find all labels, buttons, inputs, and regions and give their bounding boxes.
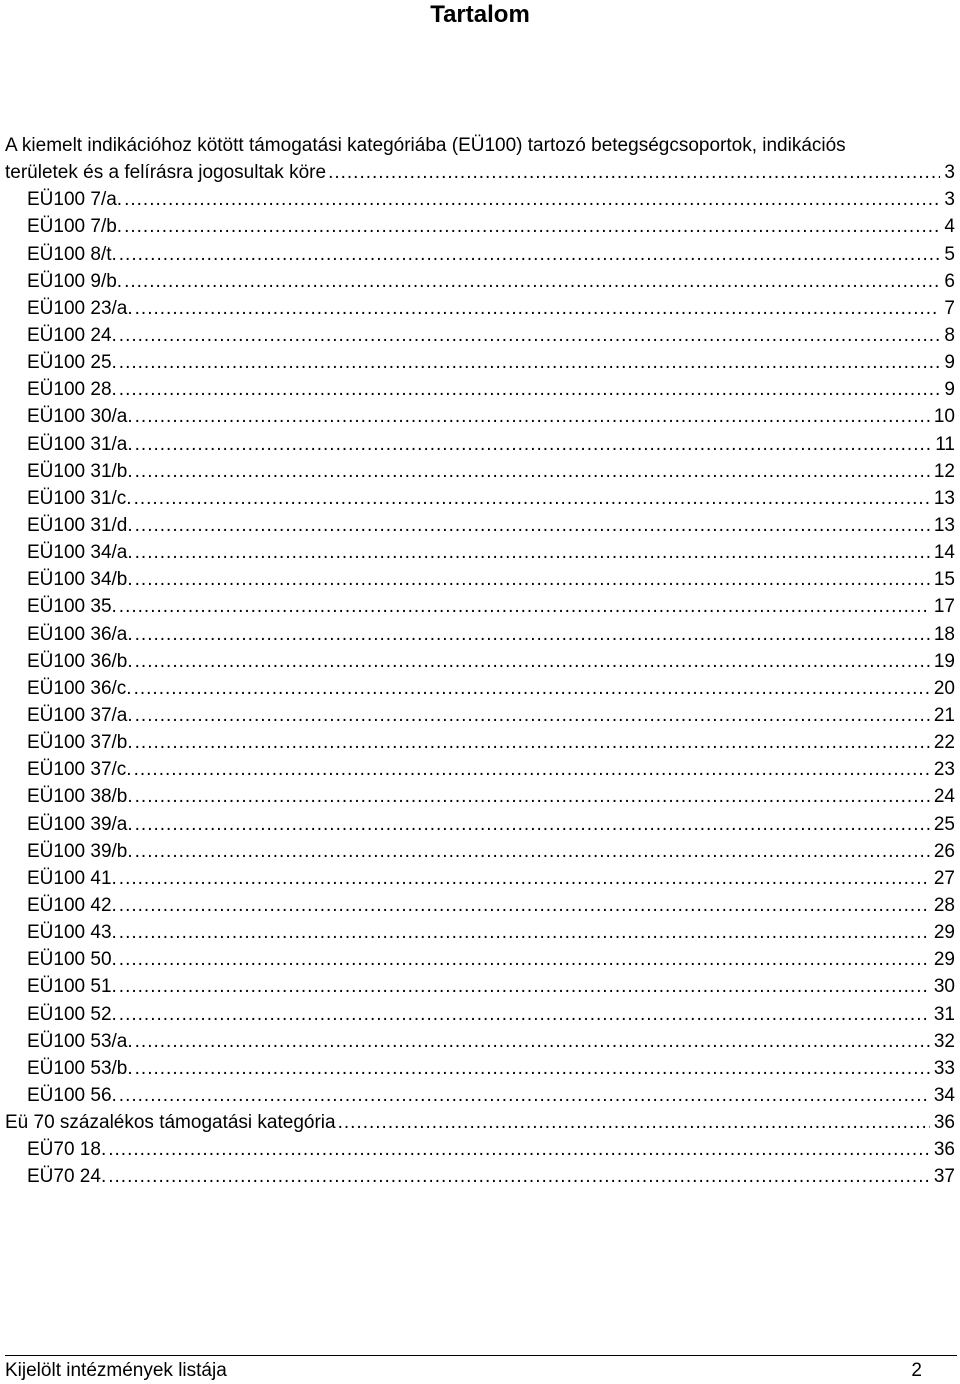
toc-entry[interactable] [5, 1163, 955, 1190]
toc-leader-dots [135, 838, 930, 865]
toc-leader-dots [135, 702, 930, 729]
toc-entry[interactable] [5, 702, 955, 729]
toc-leader-dots [135, 1055, 930, 1082]
toc-entry-label: EÜ100 31/c. [27, 487, 132, 509]
toc-entry-label: EÜ100 39/a. [27, 813, 133, 835]
toc-entry-label: EÜ100 36/b. [27, 650, 133, 672]
toc-entry[interactable] [5, 648, 955, 675]
toc-entry-label: EÜ100 36/c. [27, 677, 132, 699]
toc-entry-label: EÜ100 53/a. [27, 1030, 133, 1052]
toc-entry[interactable] [5, 1028, 955, 1055]
toc-entry-label: EÜ100 50. [27, 949, 117, 971]
toc-entry-label: EÜ100 35. [27, 596, 117, 618]
toc-entry[interactable] [5, 1055, 955, 1082]
toc-entry-label: EÜ100 38/b. [27, 786, 133, 808]
toc-entry[interactable] [5, 1082, 955, 1109]
toc-leader-dots [124, 213, 940, 240]
toc-entry-page-number: 6 [944, 270, 955, 292]
toc-entry-page-number: 5 [944, 243, 955, 265]
toc-leader-dots [135, 512, 930, 539]
toc-entry-page-number: 34 [933, 1084, 955, 1106]
toc-entry-label: EÜ100 23/a. [27, 297, 133, 319]
toc-leader-dots [135, 648, 930, 675]
toc-entry-page-number: 3 [944, 162, 955, 184]
toc-entry-label: EÜ100 34/a. [27, 542, 133, 564]
toc-entry[interactable] [5, 865, 955, 892]
toc-entry-label: EÜ100 42. [27, 894, 117, 916]
toc-entry-label: A kiemelt indikációhoz kötött támogatási kategóriába (EÜ100) tartozó betegségcsoportok, indikációs [5, 135, 846, 156]
toc-entry[interactable] [5, 675, 955, 702]
toc-leader-dots [134, 756, 930, 783]
toc-entry-page-number: 33 [933, 1057, 955, 1079]
toc-entry-label: EÜ100 52. [27, 1003, 117, 1025]
toc-entry[interactable] [5, 159, 955, 186]
toc-entry-page-number: 11 [935, 433, 955, 455]
toc-entry[interactable] [5, 838, 955, 865]
toc-leader-dots [119, 1082, 930, 1109]
toc-entry-label: EÜ100 41. [27, 867, 117, 889]
toc-entry-label: EÜ100 39/b. [27, 840, 133, 862]
toc-entry-page-number: 7 [944, 297, 955, 319]
toc-entry[interactable] [5, 458, 955, 485]
toc-entry[interactable] [5, 295, 955, 322]
toc-entry-page-number: 17 [933, 596, 955, 618]
toc-entry-page-number: 27 [933, 867, 955, 889]
toc-entry-page-number: 32 [933, 1030, 955, 1052]
toc-leader-dots [328, 159, 940, 186]
toc-leader-dots [124, 186, 940, 213]
toc-leader-dots [135, 783, 930, 810]
toc-leader-dots [119, 322, 941, 349]
toc-leader-dots [124, 268, 940, 295]
toc-entry-page-number: 13 [933, 487, 955, 509]
toc-entry[interactable] [5, 783, 955, 810]
toc-leader-dots [135, 1028, 930, 1055]
toc-entry[interactable] [5, 213, 955, 240]
toc-leader-dots [135, 621, 930, 648]
toc-entry-label: EÜ100 36/a. [27, 623, 133, 645]
toc-entry-page-number: 24 [933, 786, 955, 808]
toc-leader-dots [119, 241, 941, 268]
toc-leader-dots [108, 1163, 930, 1190]
toc-entry[interactable] [5, 512, 955, 539]
toc-entry-page-number: 21 [933, 704, 955, 726]
toc-entry[interactable] [5, 403, 955, 430]
toc-entry-page-number: 13 [933, 514, 955, 536]
toc-leader-dots [135, 295, 941, 322]
toc-entry-page-number: 37 [933, 1166, 955, 1188]
toc-leader-dots [119, 892, 930, 919]
table-of-contents [5, 132, 955, 1190]
toc-entry-label: EÜ100 37/a. [27, 704, 133, 726]
toc-entry[interactable] [5, 756, 955, 783]
toc-leader-dots [135, 539, 930, 566]
toc-entry-label: Eü 70 százalékos támogatási kategória [5, 1112, 336, 1134]
toc-entry-label: EÜ100 34/b. [27, 569, 133, 591]
toc-entry[interactable] [5, 376, 955, 403]
toc-entry[interactable] [5, 973, 955, 1000]
toc-entry-page-number: 29 [933, 922, 955, 944]
toc-entry[interactable] [5, 1109, 955, 1136]
toc-entry-page-number: 36 [933, 1139, 955, 1161]
toc-leader-dots [134, 485, 930, 512]
toc-leader-dots [119, 349, 941, 376]
toc-entry[interactable] [5, 566, 955, 593]
toc-entry[interactable] [5, 539, 955, 566]
toc-entry-page-number: 19 [933, 650, 955, 672]
toc-entry-page-number: 4 [944, 216, 955, 238]
toc-entry-label: EÜ70 18. [27, 1139, 107, 1161]
toc-entry-label: EÜ100 37/c. [27, 759, 132, 781]
toc-entry-page-number: 18 [933, 623, 955, 645]
toc-entry-label: EÜ100 9/b. [27, 270, 123, 292]
toc-entry-page-number: 20 [933, 677, 955, 699]
toc-entry-label: EÜ100 31/a. [27, 433, 133, 455]
toc-entry-page-number: 14 [933, 542, 955, 564]
toc-entry-page-number: 10 [933, 406, 955, 428]
toc-entry[interactable] [5, 132, 955, 159]
toc-entry-page-number: 26 [933, 840, 955, 862]
toc-entry-label: EÜ100 25. [27, 352, 117, 374]
toc-entry[interactable] [5, 593, 955, 620]
toc-leader-dots [119, 376, 941, 403]
toc-entry-label: területek és a felírásra jogosultak köre [5, 162, 327, 184]
footer-divider [5, 1355, 957, 1356]
toc-entry-page-number: 25 [933, 813, 955, 835]
toc-entry-label: EÜ100 51. [27, 976, 117, 998]
toc-entry-page-number: 9 [944, 379, 955, 401]
toc-leader-dots [135, 458, 930, 485]
toc-leader-dots [119, 919, 930, 946]
toc-entry-label: EÜ100 24. [27, 324, 117, 346]
toc-leader-dots [119, 946, 930, 973]
toc-entry-page-number: 8 [944, 324, 955, 346]
toc-leader-dots [108, 1136, 930, 1163]
toc-entry-page-number: 31 [933, 1003, 955, 1025]
toc-entry-label: EÜ100 31/d. [27, 514, 133, 536]
toc-entry-page-number: 22 [933, 732, 955, 754]
toc-entry-page-number: 29 [933, 949, 955, 971]
toc-entry-page-number: 28 [933, 894, 955, 916]
toc-leader-dots [135, 431, 932, 458]
toc-entry[interactable] [5, 322, 955, 349]
toc-entry-page-number: 3 [944, 189, 955, 211]
toc-leader-dots [338, 1109, 930, 1136]
toc-entry-label: EÜ100 8/t. [27, 243, 117, 265]
toc-leader-dots [135, 566, 930, 593]
toc-entry-label: EÜ100 56. [27, 1084, 117, 1106]
toc-leader-dots [135, 811, 930, 838]
toc-entry[interactable] [5, 349, 955, 376]
toc-leader-dots [119, 593, 930, 620]
toc-entry[interactable] [5, 241, 955, 268]
footer-page-number: 2 [911, 1360, 922, 1381]
toc-entry-page-number: 15 [933, 569, 955, 591]
toc-entry[interactable] [5, 431, 955, 458]
toc-leader-dots [119, 973, 930, 1000]
toc-entry[interactable] [5, 919, 955, 946]
toc-entry-label: EÜ100 30/a. [27, 406, 133, 428]
toc-entry[interactable] [5, 892, 955, 919]
toc-entry[interactable] [5, 1136, 955, 1163]
toc-entry[interactable] [5, 1001, 955, 1028]
toc-entry-page-number: 36 [933, 1112, 955, 1134]
toc-entry-label: EÜ100 7/b. [27, 216, 123, 238]
toc-entry-page-number: 30 [933, 976, 955, 998]
toc-entry-label: EÜ100 43. [27, 922, 117, 944]
toc-entry-page-number: 23 [933, 759, 955, 781]
toc-entry-page-number: 9 [944, 352, 955, 374]
toc-entry-label: EÜ100 31/b. [27, 460, 133, 482]
toc-entry[interactable] [5, 268, 955, 295]
toc-entry-label: EÜ100 37/b. [27, 732, 133, 754]
toc-leader-dots [135, 403, 930, 430]
toc-leader-dots [119, 865, 930, 892]
toc-entry-page-number: 12 [933, 460, 955, 482]
toc-entry[interactable] [5, 485, 955, 512]
toc-entry-label: EÜ100 53/b. [27, 1057, 133, 1079]
toc-leader-dots [134, 675, 930, 702]
footer-document-title: Kijelölt intézmények listája [5, 1360, 227, 1381]
page-title: Tartalom [430, 1, 530, 28]
toc-entry[interactable] [5, 729, 955, 756]
toc-entry-label: EÜ70 24. [27, 1166, 107, 1188]
toc-entry[interactable] [5, 811, 955, 838]
toc-leader-dots [119, 1001, 930, 1028]
toc-entry-label: EÜ100 28. [27, 379, 117, 401]
toc-entry-label: EÜ100 7/a. [27, 189, 123, 211]
toc-leader-dots [135, 729, 930, 756]
toc-entry[interactable] [5, 621, 955, 648]
toc-entry[interactable] [5, 186, 955, 213]
toc-entry[interactable] [5, 946, 955, 973]
